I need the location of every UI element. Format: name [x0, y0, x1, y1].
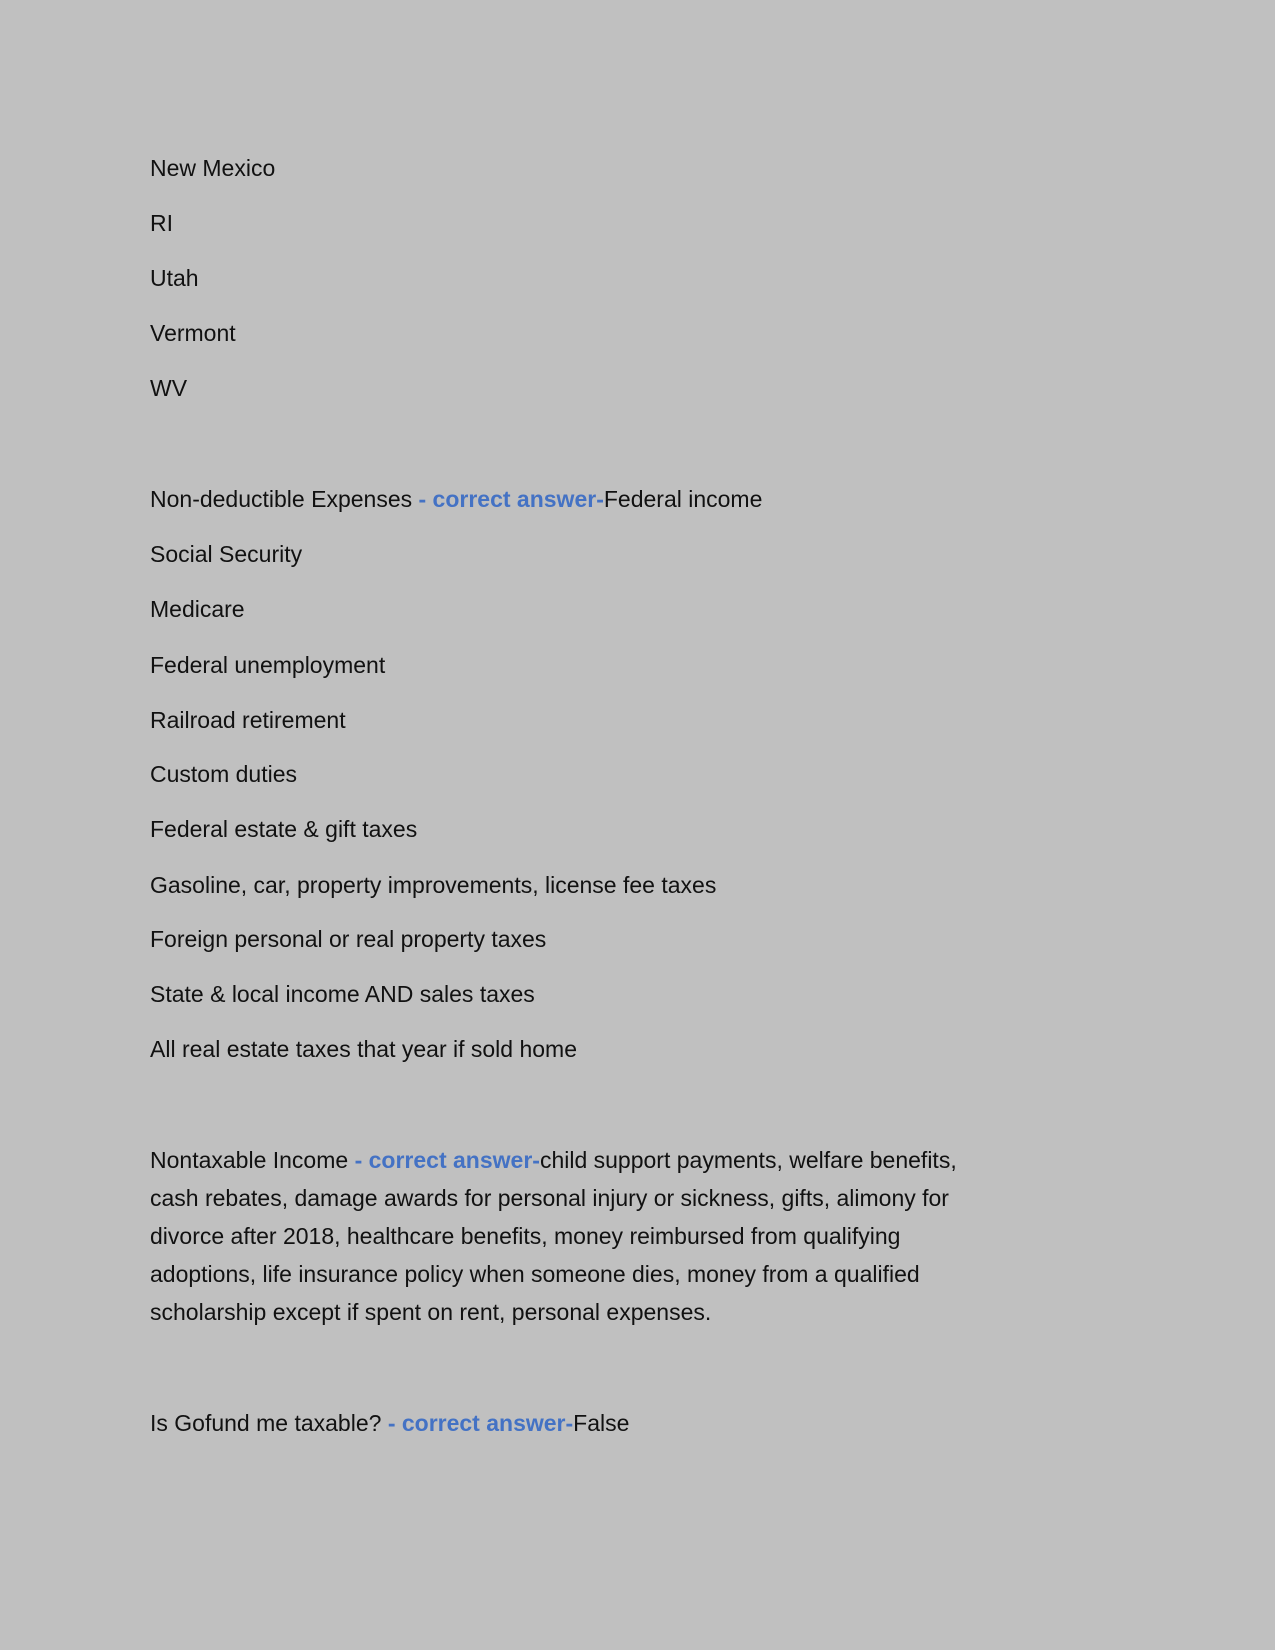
state-item: New Mexico	[150, 155, 276, 181]
gofund-question	[150, 1408, 629, 1438]
correct-answer-marker: - correct answer-	[387, 1410, 574, 1436]
state-item: RI	[150, 210, 173, 236]
question-text: Nontaxable Income	[150, 1147, 355, 1173]
answer-text: child support payments, welfare benefits,	[539, 1147, 957, 1173]
state-item: Vermont	[150, 320, 236, 346]
list-item: Railroad retirement	[150, 707, 346, 733]
answer-line: cash rebates, damage awards for personal injury or sickness, gifts, alimony for	[150, 1185, 949, 1211]
correct-answer-marker: - correct answer-	[418, 486, 604, 512]
answer-line: scholarship except if spent on rent, personal expenses.	[150, 1299, 712, 1325]
list-item: Federal estate & gift taxes	[150, 816, 418, 842]
state-item: Utah	[150, 265, 199, 291]
answer-text: False	[573, 1410, 630, 1436]
list-item: Custom duties	[150, 761, 298, 787]
question-text: Is Gofund me taxable?	[150, 1410, 388, 1436]
nontaxable-question	[150, 1145, 957, 1175]
nondeductible-question	[150, 484, 762, 514]
state-item: WV	[150, 375, 188, 401]
list-item: Social Security	[150, 541, 303, 567]
list-item: Medicare	[150, 596, 245, 622]
question-text: Non-deductible Expenses	[150, 486, 419, 512]
list-item: Gasoline, car, property improvements, license fee taxes	[150, 872, 717, 898]
list-item: Foreign personal or real property taxes	[150, 926, 547, 952]
list-item: State & local income AND sales taxes	[150, 981, 535, 1007]
correct-answer-marker: - correct answer-	[354, 1147, 540, 1173]
answer-text: Federal income	[603, 486, 763, 512]
answer-line: divorce after 2018, healthcare benefits, money reimbursed from qualifying	[150, 1223, 901, 1249]
list-item: All real estate taxes that year if sold home	[150, 1036, 577, 1062]
list-item: Federal unemployment	[150, 652, 386, 678]
answer-line: adoptions, life insurance policy when someone dies, money from a qualified	[150, 1261, 920, 1287]
